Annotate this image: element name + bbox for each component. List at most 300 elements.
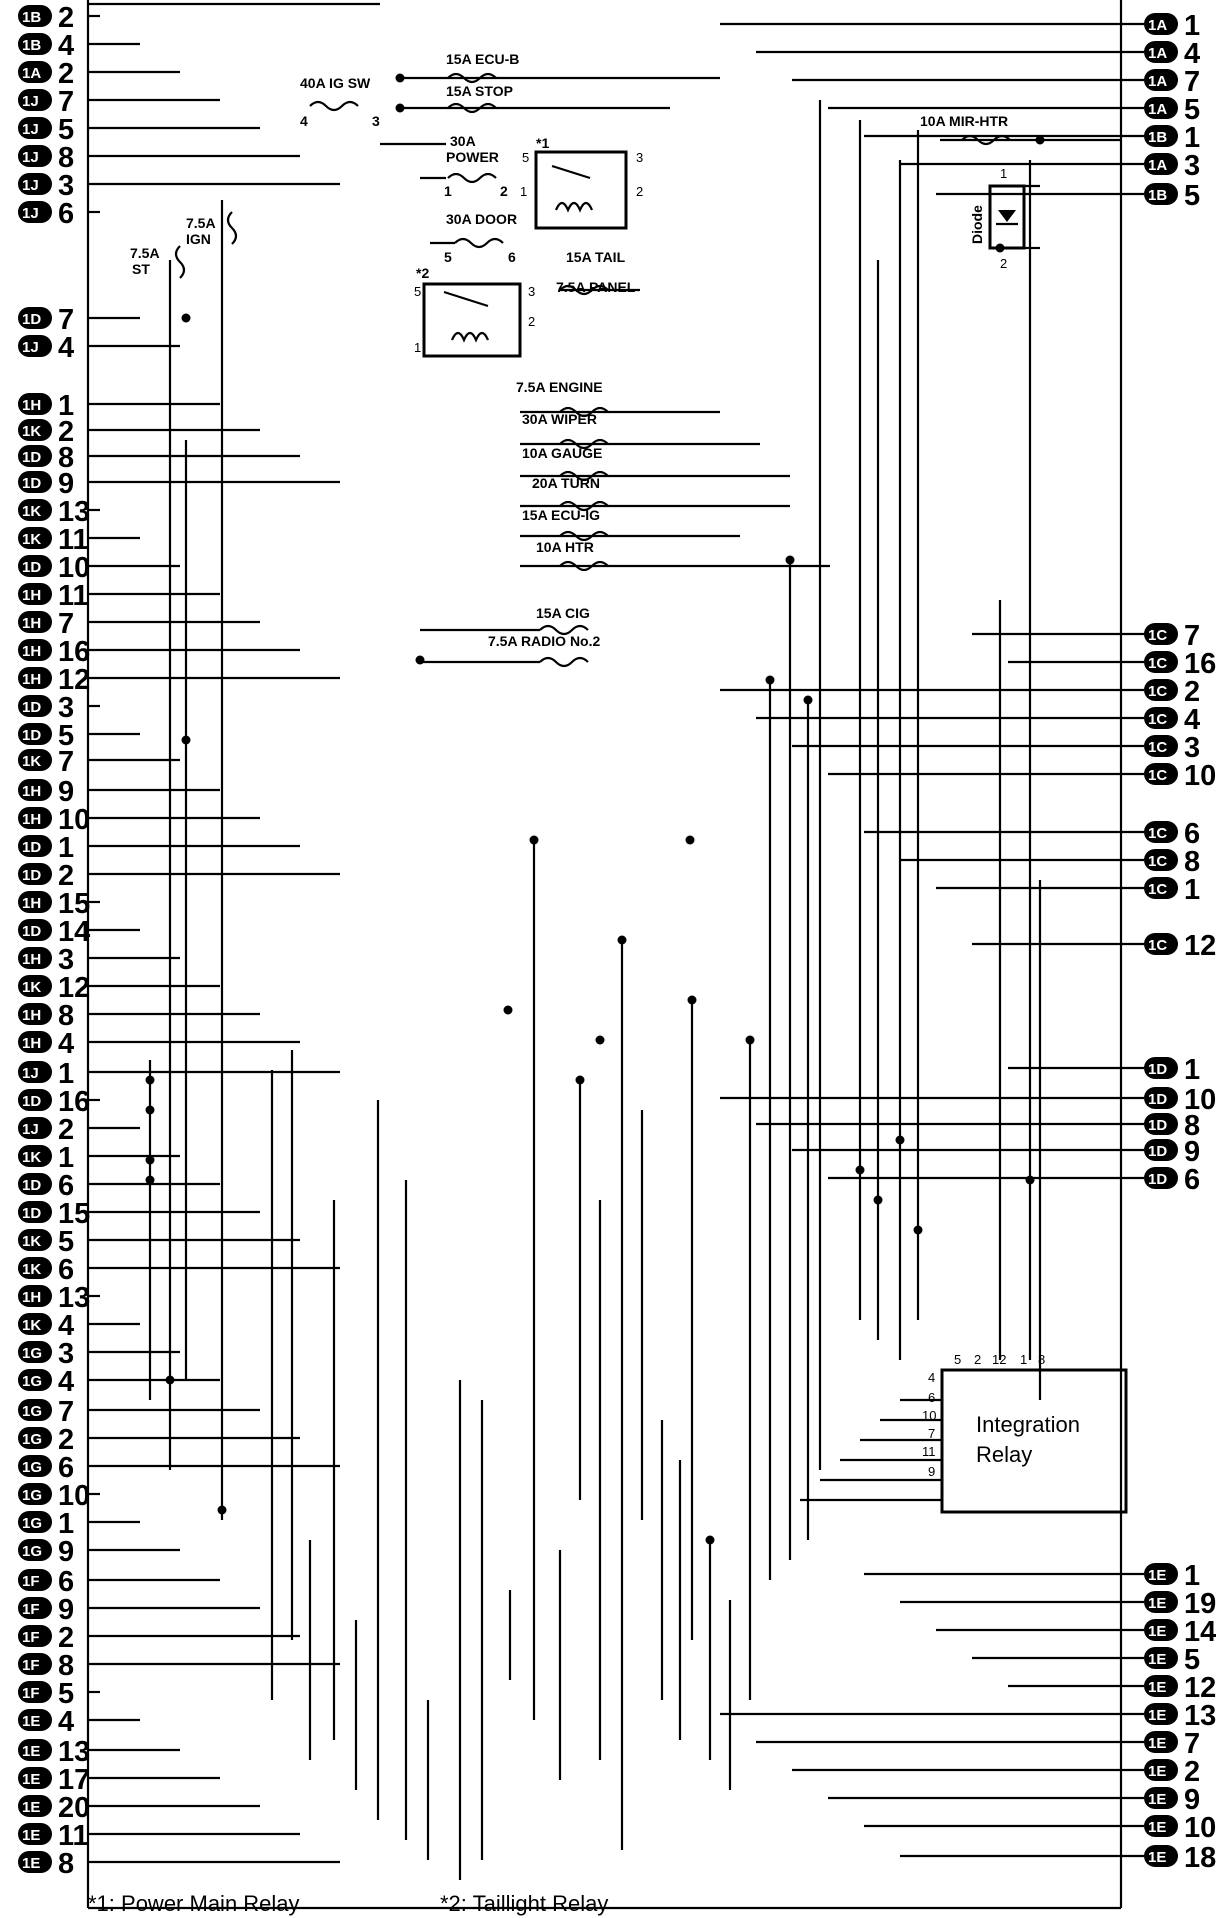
fuse-wiper-label: 30A WIPER [522, 411, 597, 427]
right-connector [1144, 150, 1200, 182]
left-connector [18, 916, 90, 948]
junction-dot [688, 996, 697, 1005]
connector-id: 1D [1148, 1117, 1168, 1134]
connector-id: 1E [22, 1855, 41, 1872]
connector-pin: 9 [58, 776, 75, 808]
fuse-power-amp: 30A [450, 133, 476, 149]
junction-dot [416, 656, 425, 665]
connector-id: 1D [22, 727, 42, 744]
fuse-turn-label: 20A TURN [532, 475, 600, 491]
connector-id: 1J [22, 1121, 39, 1138]
right-connector [1144, 1054, 1200, 1086]
left-connector [18, 664, 90, 696]
right-connector [1144, 1616, 1216, 1648]
connector-id: 1C [1148, 853, 1168, 870]
connector-id: 1C [1148, 825, 1168, 842]
connector-pin: 18 [1184, 1842, 1216, 1874]
connector-id: 1F [22, 1657, 40, 1674]
connector-pin: 7 [1184, 1728, 1201, 1760]
connector-pin: 7 [1184, 66, 1201, 98]
connector-id: 1A [22, 65, 42, 82]
left-connector [18, 1848, 74, 1880]
connector-pin: 10 [58, 552, 91, 584]
connector-pin: 4 [58, 1706, 75, 1738]
right-connector [1144, 760, 1216, 792]
fuse-ecu-b-label: 15A ECU-B [446, 51, 520, 67]
connector-pin: 7 [58, 304, 75, 336]
left-connector [18, 1366, 74, 1398]
fuse-ecu-ig-label: 15A ECU-IG [522, 507, 601, 523]
connector-pin: 9 [58, 1594, 75, 1626]
diode [969, 166, 1024, 271]
integration-relay-pin-7: 7 [928, 1426, 936, 1441]
connector-id: 1F [22, 1573, 40, 1590]
connector-pin: 1 [1184, 10, 1201, 42]
integration-relay-title: Integration [976, 1412, 1080, 1437]
connector-id: 1E [22, 1799, 41, 1816]
left-connector [18, 746, 74, 778]
connector-id: 1E [1148, 1623, 1167, 1640]
connector-pin: 6 [1184, 1164, 1201, 1196]
left-connector [18, 1028, 74, 1060]
connector-id: 1D [22, 449, 42, 466]
connector-pin: 1 [58, 1508, 75, 1540]
connector-id: 1E [1148, 1707, 1167, 1724]
connector-id: 1G [22, 1345, 43, 1362]
connector-id: 1D [22, 1205, 42, 1222]
connector-id: 1B [1148, 187, 1168, 204]
connector-pin: 8 [58, 1650, 75, 1682]
junction-dot [146, 1176, 155, 1185]
connector-id: 1C [1148, 627, 1168, 644]
connector-id: 1G [22, 1459, 43, 1476]
connector-pin: 13 [58, 1282, 91, 1314]
fuse-st-label: ST [132, 261, 150, 277]
connector-pin: 9 [1184, 1136, 1201, 1168]
junction-dot [786, 556, 795, 565]
connector-id: 1K [22, 531, 42, 548]
connector-pin: 1 [1184, 1054, 1201, 1086]
connector-pin: 8 [58, 442, 75, 474]
connector-id: 1C [1148, 711, 1168, 728]
integration-relay-pin-10: 10 [922, 1408, 937, 1423]
junction-dot [618, 936, 627, 945]
junction-dot [396, 74, 405, 83]
integration-relay-pin-4: 4 [928, 1370, 936, 1385]
power-relay-box [536, 152, 626, 228]
fuse-ig-sw-pin-4: 4 [300, 113, 308, 129]
connector-id: 1G [22, 1431, 43, 1448]
junction-dot [166, 1376, 175, 1385]
connector-id: 1J [22, 149, 39, 166]
diode-label: Diode [969, 205, 985, 244]
connector-id: 1J [22, 339, 39, 356]
power-relay-pin-3: 3 [636, 150, 644, 165]
connector-pin: 4 [58, 1366, 75, 1398]
connector-id: 1E [1148, 1763, 1167, 1780]
taillight-relay-pin-1: 1 [414, 340, 422, 355]
right-connector-column [720, 10, 1216, 1874]
connector-id: 1G [22, 1543, 43, 1560]
junction-dot [218, 1506, 227, 1515]
junction-dot [766, 676, 775, 685]
connector-pin: 1 [58, 390, 75, 422]
connector-pin: 3 [58, 692, 75, 724]
connector-id: 1H [22, 783, 42, 800]
connector-pin: 2 [58, 1622, 75, 1654]
connector-pin: 4 [1184, 704, 1201, 736]
connector-pin: 6 [58, 1566, 75, 1598]
connector-id: 1D [22, 559, 42, 576]
connector-pin: 12 [1184, 1672, 1216, 1704]
junction-dot [182, 736, 191, 745]
fuse-gauge-label: 10A GAUGE [522, 445, 603, 461]
connector-id: 1D [22, 839, 42, 856]
left-connector [18, 1282, 90, 1314]
connector-id: 1K [22, 1149, 42, 1166]
junction-dot [856, 1166, 865, 1175]
connector-id: 1G [22, 1373, 43, 1390]
connector-id: 1G [22, 1515, 43, 1532]
footnote-taillight-relay: *2: Taillight Relay [440, 1891, 609, 1916]
connector-id: 1C [1148, 683, 1168, 700]
connector-pin: 10 [1184, 760, 1216, 792]
taillight-relay-pin-2: 2 [528, 314, 536, 329]
junction-dot [504, 1006, 513, 1015]
connector-id: 1J [22, 177, 39, 194]
fuse-ign-amp: 7.5A [186, 215, 216, 231]
left-connector [18, 804, 90, 836]
connector-pin: 12 [58, 664, 91, 696]
connector-id: 1E [1148, 1595, 1167, 1612]
connector-id: 1D [22, 699, 42, 716]
connector-pin: 8 [1184, 846, 1201, 878]
connector-pin: 3 [1184, 150, 1201, 182]
connector-pin: 8 [58, 1000, 75, 1032]
connector-id: 1E [1148, 1849, 1167, 1866]
connector-pin: 7 [58, 86, 75, 118]
connector-pin: 9 [58, 468, 75, 500]
taillight-relay-pin-5: 5 [414, 284, 422, 299]
fuse-ig-sw-label: 40A IG SW [300, 75, 371, 91]
right-connector [1144, 648, 1216, 680]
connector-pin: 13 [1184, 1700, 1216, 1732]
connector-id: 1D [22, 311, 42, 328]
connector-pin: 17 [58, 1764, 91, 1796]
connector-pin: 13 [58, 496, 91, 528]
integration-relay-pin-5: 5 [954, 1352, 962, 1367]
fuse-htr-label: 10A HTR [536, 539, 594, 555]
fuse-symbols [176, 74, 1010, 666]
connector-pin: 2 [58, 1424, 75, 1456]
connector-id: 1H [22, 1035, 42, 1052]
connector-id: 1H [22, 1289, 42, 1306]
connector-id: 1E [22, 1827, 41, 1844]
fuse-door-pin-5: 5 [444, 249, 452, 265]
connector-pin: 2 [58, 2, 75, 34]
connector-pin: 6 [58, 1170, 75, 1202]
fuse-power-pin-1: 1 [444, 183, 452, 199]
connector-pin: 5 [58, 1226, 75, 1258]
connector-id: 1E [1148, 1735, 1167, 1752]
junction-dot [576, 1076, 585, 1085]
connector-pin: 9 [58, 1536, 75, 1568]
connector-id: 1C [1148, 937, 1168, 954]
integration-relay-pin-8: 8 [1038, 1352, 1046, 1367]
connector-id: 1K [22, 423, 42, 440]
connector-pin: 12 [58, 972, 91, 1004]
junction-dot [874, 1196, 883, 1205]
connector-pin: 19 [1184, 1588, 1216, 1620]
power-relay-mark: *1 [536, 135, 550, 151]
connector-pin: 11 [58, 524, 89, 556]
right-connector [1144, 180, 1200, 212]
connector-pin: 2 [58, 416, 75, 448]
connector-id: 1A [1148, 17, 1168, 34]
right-connector [1144, 874, 1200, 906]
right-connector [1144, 1164, 1200, 1196]
junction-dot [914, 1226, 923, 1235]
junction-dot [530, 836, 539, 845]
connector-id: 1J [22, 1065, 39, 1082]
connector-pin: 1 [58, 832, 75, 864]
junction-dot [746, 1036, 755, 1045]
connector-id: 1D [22, 1093, 42, 1110]
connector-id: 1D [22, 1177, 42, 1194]
connector-id: 1E [22, 1771, 41, 1788]
connector-id: 1H [22, 397, 42, 414]
connector-pin: 5 [58, 720, 75, 752]
connector-id: 1D [1148, 1091, 1168, 1108]
connector-pin: 10 [1184, 1084, 1216, 1116]
connector-id: 1E [1148, 1791, 1167, 1808]
connector-pin: 3 [58, 944, 75, 976]
connector-pin: 6 [1184, 818, 1201, 850]
connector-id: 1J [22, 121, 39, 138]
right-connector [1144, 1812, 1216, 1844]
junction-dot [146, 1156, 155, 1165]
connector-pin: 10 [1184, 1812, 1216, 1844]
connector-pin: 6 [58, 1452, 75, 1484]
connector-pin: 1 [1184, 122, 1201, 154]
connector-pin: 6 [58, 1254, 75, 1286]
connector-id: 1C [1148, 767, 1168, 784]
connector-pin: 12 [1184, 930, 1216, 962]
left-connector [18, 332, 74, 364]
fuse-panel-label: 7.5A PANEL [556, 279, 636, 295]
connector-id: 1J [22, 205, 39, 222]
connector-id: 1H [22, 811, 42, 828]
connector-pin: 5 [58, 114, 75, 146]
connector-pin: 11 [58, 580, 89, 612]
fuse-cig-label: 15A CIG [536, 605, 590, 621]
connector-pin: 4 [58, 332, 75, 364]
connector-pin: 7 [1184, 620, 1201, 652]
connector-pin: 16 [1184, 648, 1216, 680]
right-connector [1144, 1842, 1216, 1874]
left-connector [18, 1536, 74, 1568]
fuse-tail-label: 15A TAIL [566, 249, 626, 265]
connector-id: 1E [1148, 1651, 1167, 1668]
junction-dot [804, 696, 813, 705]
connector-id: 1K [22, 1233, 42, 1250]
connector-id: 1H [22, 615, 42, 632]
connector-pin: 5 [1184, 1644, 1201, 1676]
connector-id: 1B [22, 9, 42, 26]
connector-id: 1H [22, 671, 42, 688]
fuse-stop-label: 15A STOP [446, 83, 513, 99]
connector-pin: 8 [58, 142, 75, 174]
connector-pin: 4 [58, 1028, 75, 1060]
connector-pin: 14 [1184, 1616, 1216, 1648]
connector-id: 1C [1148, 655, 1168, 672]
connector-id: 1D [22, 867, 42, 884]
connector-pin: 4 [1184, 38, 1201, 70]
junction-dot [146, 1076, 155, 1085]
connector-pin: 3 [58, 1338, 75, 1370]
connector-pin: 7 [58, 1396, 75, 1428]
connector-pin: 2 [1184, 1756, 1201, 1788]
integration-relay-pin-1: 1 [1020, 1352, 1028, 1367]
connector-pin: 1 [1184, 874, 1201, 906]
connector-id: 1D [1148, 1143, 1168, 1160]
connector-id: 1D [22, 475, 42, 492]
fuse-ig-sw-pin-3: 3 [372, 113, 380, 129]
fuse-ign-label: IGN [186, 231, 211, 247]
fuse-labels [130, 51, 1008, 649]
taillight-relay-pin-3: 3 [528, 284, 536, 299]
connector-id: 1A [1148, 73, 1168, 90]
connector-id: 1F [22, 1629, 40, 1646]
connector-id: 1D [22, 923, 42, 940]
junction-dot [706, 1536, 715, 1545]
fuse-engine-label: 7.5A ENGINE [516, 379, 603, 395]
left-connector [18, 580, 89, 612]
power-relay-pin-1: 1 [520, 184, 528, 199]
fuse-door-pin-6: 6 [508, 249, 516, 265]
diode-pin-1: 1 [1000, 166, 1008, 181]
integration-relay-pin-2: 2 [974, 1352, 982, 1367]
connector-pin: 11 [58, 1820, 89, 1852]
diode-arrow-icon [998, 210, 1016, 222]
junction-dot [1026, 1176, 1035, 1185]
connector-id: 1H [22, 587, 42, 604]
right-connector [1144, 930, 1216, 962]
connector-id: 1F [22, 1685, 40, 1702]
power-relay-pin-5: 5 [522, 150, 530, 165]
fuse-power-pin-2: 2 [500, 183, 508, 199]
connector-pin: 7 [58, 608, 75, 640]
connector-id: 1J [22, 93, 39, 110]
connector-pin: 1 [1184, 1560, 1201, 1592]
connector-pin: 14 [58, 916, 91, 948]
footnote-power-main-relay-text: *1: Power Main Relay [88, 1891, 300, 1916]
connector-id: 1H [22, 895, 42, 912]
connector-pin: 15 [58, 888, 91, 920]
integration-relay-pin-6: 6 [928, 1390, 936, 1405]
connector-pin: 1 [58, 1142, 75, 1174]
left-connector [18, 972, 90, 1004]
connector-id: 1K [22, 979, 42, 996]
connector-pin: 5 [1184, 180, 1201, 212]
right-connector [1144, 1084, 1216, 1116]
connector-pin: 2 [58, 58, 75, 90]
connector-id: 1E [22, 1743, 41, 1760]
taillight-relay-box [424, 284, 520, 356]
connector-pin: 4 [58, 1310, 75, 1342]
connector-id: 1K [22, 753, 42, 770]
connector-pin: 8 [58, 1848, 75, 1880]
connector-id: 1B [22, 37, 42, 54]
connector-id: 1K [22, 1261, 42, 1278]
connector-id: 1G [22, 1487, 43, 1504]
taillight-relay [414, 265, 535, 356]
connector-id: 1K [22, 1317, 42, 1334]
connector-id: 1A [1148, 45, 1168, 62]
connector-id: 1E [1148, 1679, 1167, 1696]
left-connector [18, 1820, 89, 1852]
power-main-relay [520, 135, 643, 228]
fuse-mir-htr-label: 10A MIR-HTR [920, 113, 1009, 129]
connector-pin: 10 [58, 1480, 91, 1512]
connector-pin: 6 [58, 198, 75, 230]
fuse-st-amp: 7.5A [130, 245, 160, 261]
junction-dot [686, 836, 695, 845]
connector-pin: 16 [58, 1086, 91, 1118]
left-connector [18, 1198, 90, 1230]
diode-pin-2: 2 [1000, 256, 1008, 271]
connector-id: 1E [1148, 1567, 1167, 1584]
connector-pin: 8 [1184, 1110, 1201, 1142]
connector-pin: 13 [58, 1736, 91, 1768]
taillight-relay-mark: *2 [416, 265, 430, 281]
integration-relay-pin-11: 11 [922, 1444, 936, 1459]
connector-id: 1E [1148, 1819, 1167, 1836]
integration-relay-pin-9: 9 [928, 1464, 936, 1479]
connector-id: 1B [1148, 129, 1168, 146]
connector-id: 1D [1148, 1171, 1168, 1188]
junction-dot [182, 314, 191, 323]
left-connector [18, 1086, 90, 1118]
connector-id: 1C [1148, 881, 1168, 898]
connector-id: 1G [22, 1403, 43, 1420]
connector-pin: 5 [1184, 94, 1201, 126]
connector-pin: 16 [58, 636, 91, 668]
connector-id: 1A [1148, 157, 1168, 174]
wire-routes [150, 78, 1121, 1880]
right-connector [1144, 1700, 1216, 1732]
connector-pin: 2 [58, 860, 75, 892]
connector-id: 1A [1148, 101, 1168, 118]
connector-pin: 1 [58, 1058, 75, 1090]
junction-dot [396, 104, 405, 113]
connector-id: 1C [1148, 739, 1168, 756]
fuse-door-label: 30A DOOR [446, 211, 518, 227]
connector-id: 1H [22, 1007, 42, 1024]
junction-dot [146, 1106, 155, 1115]
power-relay-pin-2: 2 [636, 184, 644, 199]
integration-relay [922, 1352, 1126, 1512]
connector-pin: 3 [58, 170, 75, 202]
left-connector [18, 198, 74, 230]
connector-pin: 4 [58, 30, 75, 62]
left-connector [18, 1480, 90, 1512]
connector-id: 1E [22, 1713, 41, 1730]
junction-dot [596, 1036, 605, 1045]
connector-pin: 2 [58, 1114, 75, 1146]
connector-pin: 20 [58, 1792, 91, 1824]
integration-relay-box [942, 1370, 1126, 1512]
